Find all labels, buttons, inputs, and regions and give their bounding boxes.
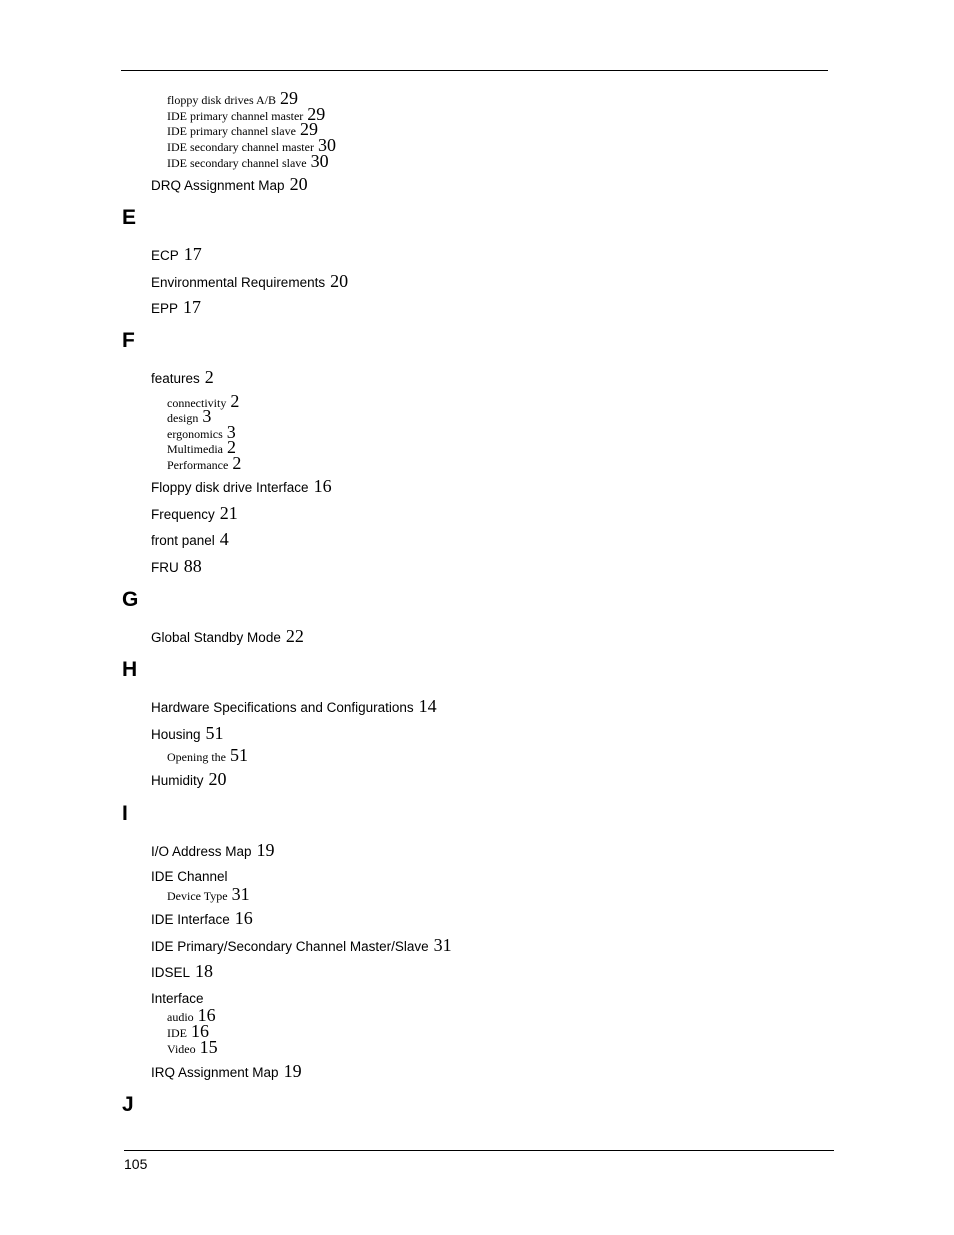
- page-ref: 22: [285, 626, 304, 646]
- entry-text: IDE secondary channel master: [167, 140, 314, 154]
- index-entry: [151, 962, 213, 981]
- entry-text: IRQ Assignment Map: [151, 1065, 279, 1080]
- entry-text: Environmental Requirements: [151, 275, 326, 290]
- index-entry: [151, 724, 224, 743]
- page-ref: 17: [183, 297, 202, 317]
- page-ref: 51: [230, 745, 248, 765]
- entry-text: Multimedia: [167, 442, 223, 456]
- page-ref: 14: [418, 696, 437, 716]
- entry-text: features: [151, 371, 200, 386]
- page-ref: 16: [191, 1021, 209, 1041]
- entry-text: floppy disk drives A/B: [167, 93, 277, 107]
- index-subentry: [167, 1038, 218, 1057]
- page-ref: 18: [195, 961, 214, 981]
- section-letter: F: [122, 329, 135, 352]
- entry-text: Global Standby Mode: [151, 630, 281, 645]
- page-ref: 2: [204, 367, 214, 387]
- entry-text: IDE Primary/Secondary Channel Master/Slave: [151, 939, 429, 954]
- entry-text: I/O Address Map: [151, 844, 252, 859]
- page-ref: 2: [230, 391, 240, 411]
- page-ref: 19: [256, 840, 275, 860]
- page-ref: 16: [197, 1005, 216, 1025]
- entry-text: Video: [167, 1042, 196, 1056]
- page-ref: 3: [226, 422, 236, 442]
- index-entry: [151, 627, 304, 646]
- index-entry: [151, 530, 229, 549]
- entry-text: ergonomics: [167, 427, 223, 441]
- index-entry: [151, 909, 253, 928]
- page-ref: 29: [307, 104, 326, 124]
- page-ref: 2: [232, 453, 242, 473]
- page-ref: 29: [280, 88, 299, 108]
- index-subentry: [167, 152, 329, 171]
- footer-rule: [124, 1150, 834, 1151]
- section-letter: I: [122, 802, 128, 825]
- section-letter: E: [122, 206, 137, 229]
- page-ref: 20: [330, 271, 349, 291]
- page-ref: 3: [202, 406, 212, 426]
- page-ref: 20: [289, 174, 308, 194]
- entry-text: IDE Channel: [151, 869, 228, 884]
- page-ref: 31: [231, 884, 250, 904]
- page-ref: 4: [219, 529, 229, 549]
- page-ref: 2: [227, 437, 236, 457]
- entry-text: IDE primary channel slave: [167, 124, 296, 138]
- index-subentry: [167, 746, 248, 765]
- index-entry: [151, 175, 308, 194]
- entry-text: front panel: [151, 533, 215, 548]
- index-entry: [151, 697, 437, 716]
- index-subentry: [167, 454, 241, 473]
- entry-text: IDE secondary channel slave: [167, 156, 307, 170]
- header-rule: [121, 70, 828, 71]
- entry-text: DRQ Assignment Map: [151, 178, 285, 193]
- page-ref: 30: [317, 135, 336, 155]
- entry-text: IDE primary channel master: [167, 109, 304, 123]
- index-entry: [151, 866, 233, 885]
- entry-text: Hardware Specifications and Configurations: [151, 700, 414, 715]
- index-entry: [151, 1062, 302, 1081]
- index-subentry: [167, 885, 250, 904]
- page-ref: 17: [183, 244, 202, 264]
- entry-text: Humidity: [151, 773, 204, 788]
- page-ref: 30: [310, 151, 329, 171]
- entry-text: connectivity: [167, 396, 227, 410]
- page-ref: 29: [299, 119, 318, 139]
- page-ref: 51: [205, 723, 224, 743]
- index-entry: [151, 245, 202, 264]
- index-entry: [151, 298, 201, 317]
- entry-text: Housing: [151, 727, 201, 742]
- section-letter: G: [122, 588, 139, 611]
- index-entry: [151, 770, 227, 789]
- entry-text: design: [167, 411, 199, 425]
- index-entry: [151, 272, 348, 291]
- page-number: 105: [124, 1156, 148, 1172]
- entry-text: EPP: [151, 301, 179, 316]
- entry-text: IDSEL: [151, 965, 191, 980]
- entry-text: Device Type: [167, 889, 228, 903]
- entry-text: audio: [167, 1010, 194, 1024]
- section-letter: H: [122, 658, 138, 681]
- section-letter: J: [122, 1093, 134, 1116]
- page-ref: 88: [183, 556, 202, 576]
- entry-text: IDE: [167, 1026, 187, 1040]
- page-ref: 16: [313, 476, 332, 496]
- entry-text: IDE Interface: [151, 912, 230, 927]
- entry-text: ECP: [151, 248, 179, 263]
- index-entry: [151, 841, 275, 860]
- entry-text: FRU: [151, 560, 179, 575]
- index-entry: [151, 477, 332, 496]
- page-ref: 31: [433, 935, 452, 955]
- entry-text: Performance: [167, 458, 229, 472]
- entry-text: Opening the: [167, 750, 226, 764]
- index-entry: [151, 936, 452, 955]
- entry-text: Floppy disk drive Interface: [151, 480, 309, 495]
- page-ref: 20: [208, 769, 227, 789]
- index-entry: [151, 557, 202, 576]
- page-ref: 16: [234, 908, 253, 928]
- entry-text: Frequency: [151, 507, 215, 522]
- page-ref: 15: [199, 1037, 218, 1057]
- index-entry: [151, 368, 214, 387]
- page-ref: 19: [283, 1061, 302, 1081]
- page-ref: 21: [219, 503, 238, 523]
- entry-text: Interface: [151, 991, 204, 1006]
- index-entry: [151, 504, 238, 523]
